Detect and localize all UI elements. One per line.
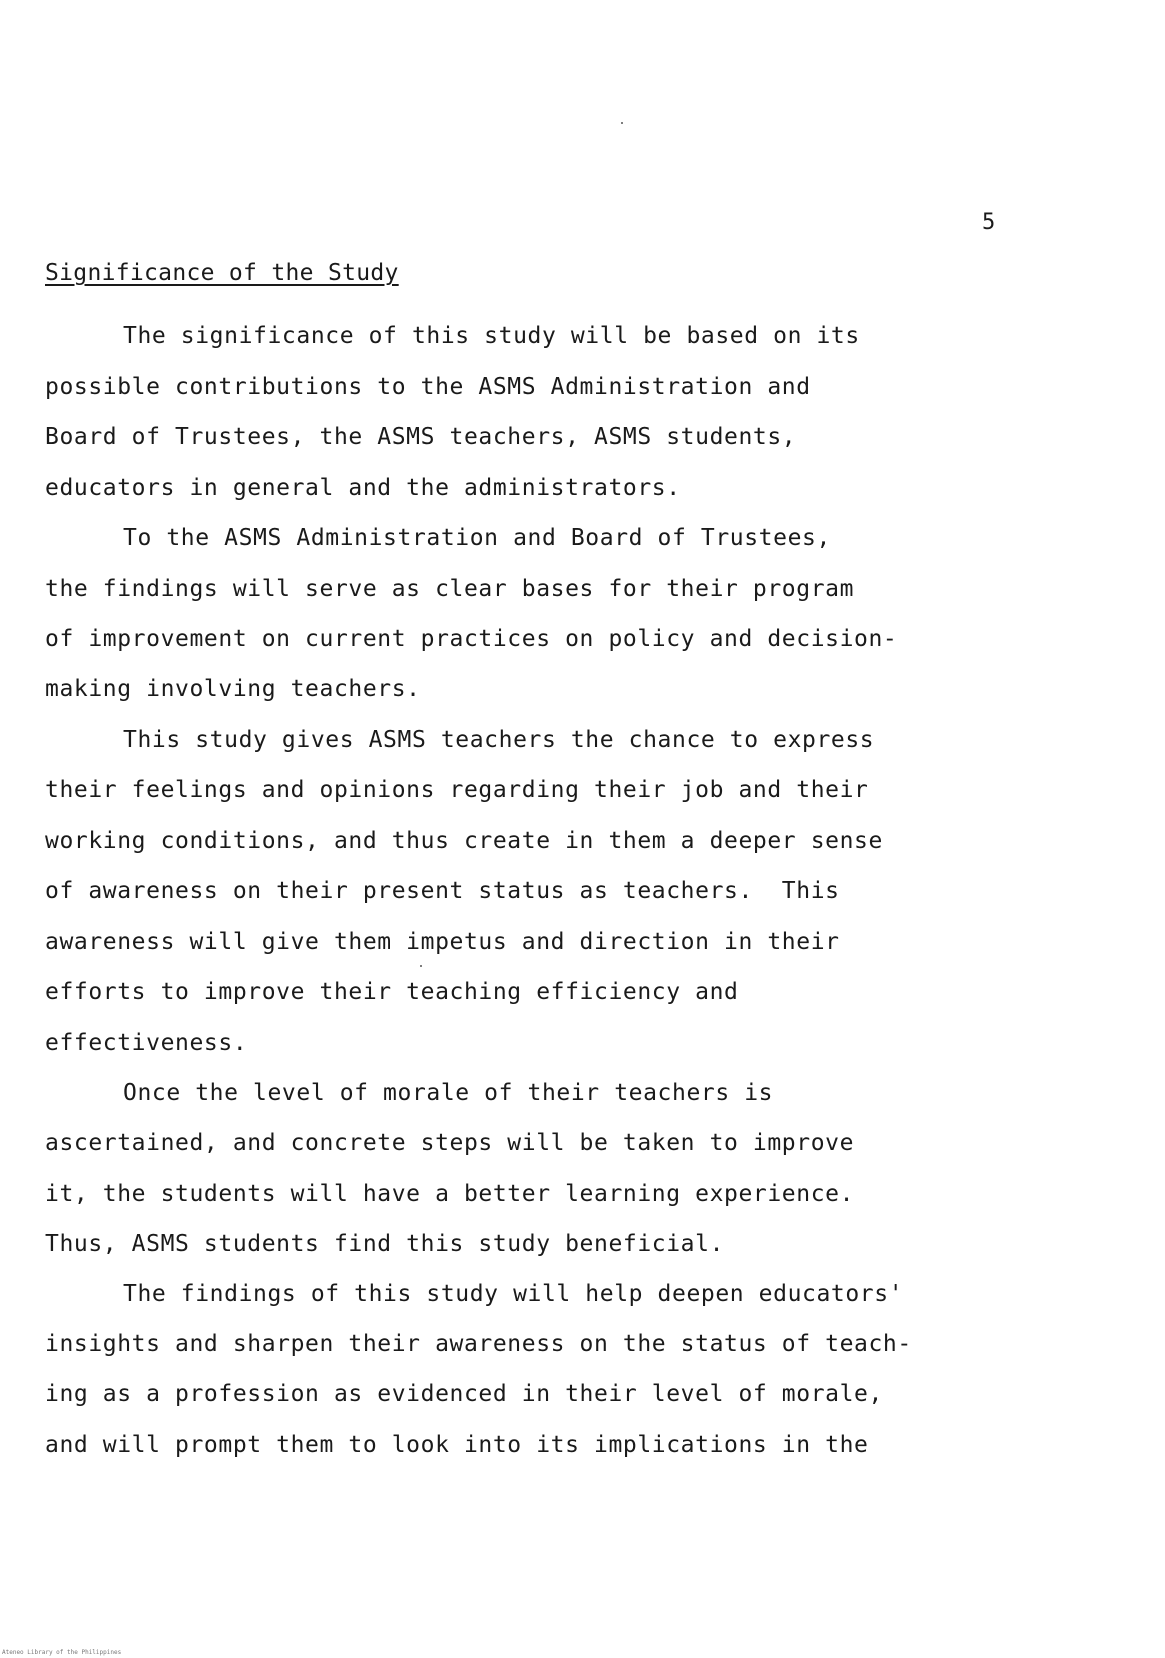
section-heading: Significance of the Study [45, 260, 399, 286]
text-line: possible contributions to the ASMS Administration and [45, 374, 811, 400]
text-line: Once the level of morale of their teachers is [123, 1080, 774, 1106]
text-line: Thus, ASMS students find this study beneficial. [45, 1231, 725, 1257]
text-line: and will prompt them to look into its implications in the [45, 1432, 869, 1458]
scan-footer: Ateneo Library of the Philippines [2, 1649, 122, 1656]
text-line: of improvement on current practices on policy and decision- [45, 626, 898, 652]
text-line: To the ASMS Administration and Board of Trustees, [123, 525, 831, 551]
text-line: Board of Trustees, the ASMS teachers, ASMS students, [45, 424, 797, 450]
text-line: The findings of this study will help deepen educators' [123, 1281, 904, 1307]
text-line: their feelings and opinions regarding their job and their [45, 777, 869, 803]
text-line: This study gives ASMS teachers the chance to express [123, 727, 875, 753]
scan-speck [621, 122, 623, 124]
text-line: efforts to improve their teaching efficiency and [45, 979, 739, 1005]
text-line: effectiveness. [45, 1030, 248, 1056]
text-line: educators in general and the administrators. [45, 475, 681, 501]
text-line: ing as a profession as evidenced in their level of morale, [45, 1381, 883, 1407]
text-line: The significance of this study will be based on its [123, 323, 860, 349]
text-line: making involving teachers. [45, 676, 421, 702]
text-line: awareness will give them impetus and direction in their [45, 929, 840, 955]
text-line: it, the students will have a better learning experience. [45, 1181, 855, 1207]
scan-speck [420, 965, 422, 967]
text-line: of awareness on their present status as teachers. This [45, 878, 840, 904]
text-line: working conditions, and thus create in them a deeper sense [45, 828, 883, 854]
text-line: the findings will serve as clear bases for their program [45, 576, 855, 602]
text-line: ascertained, and concrete steps will be taken to improve [45, 1130, 855, 1156]
text-line: insights and sharpen their awareness on the status of teach- [45, 1331, 912, 1357]
page-number: 5 [982, 210, 996, 235]
